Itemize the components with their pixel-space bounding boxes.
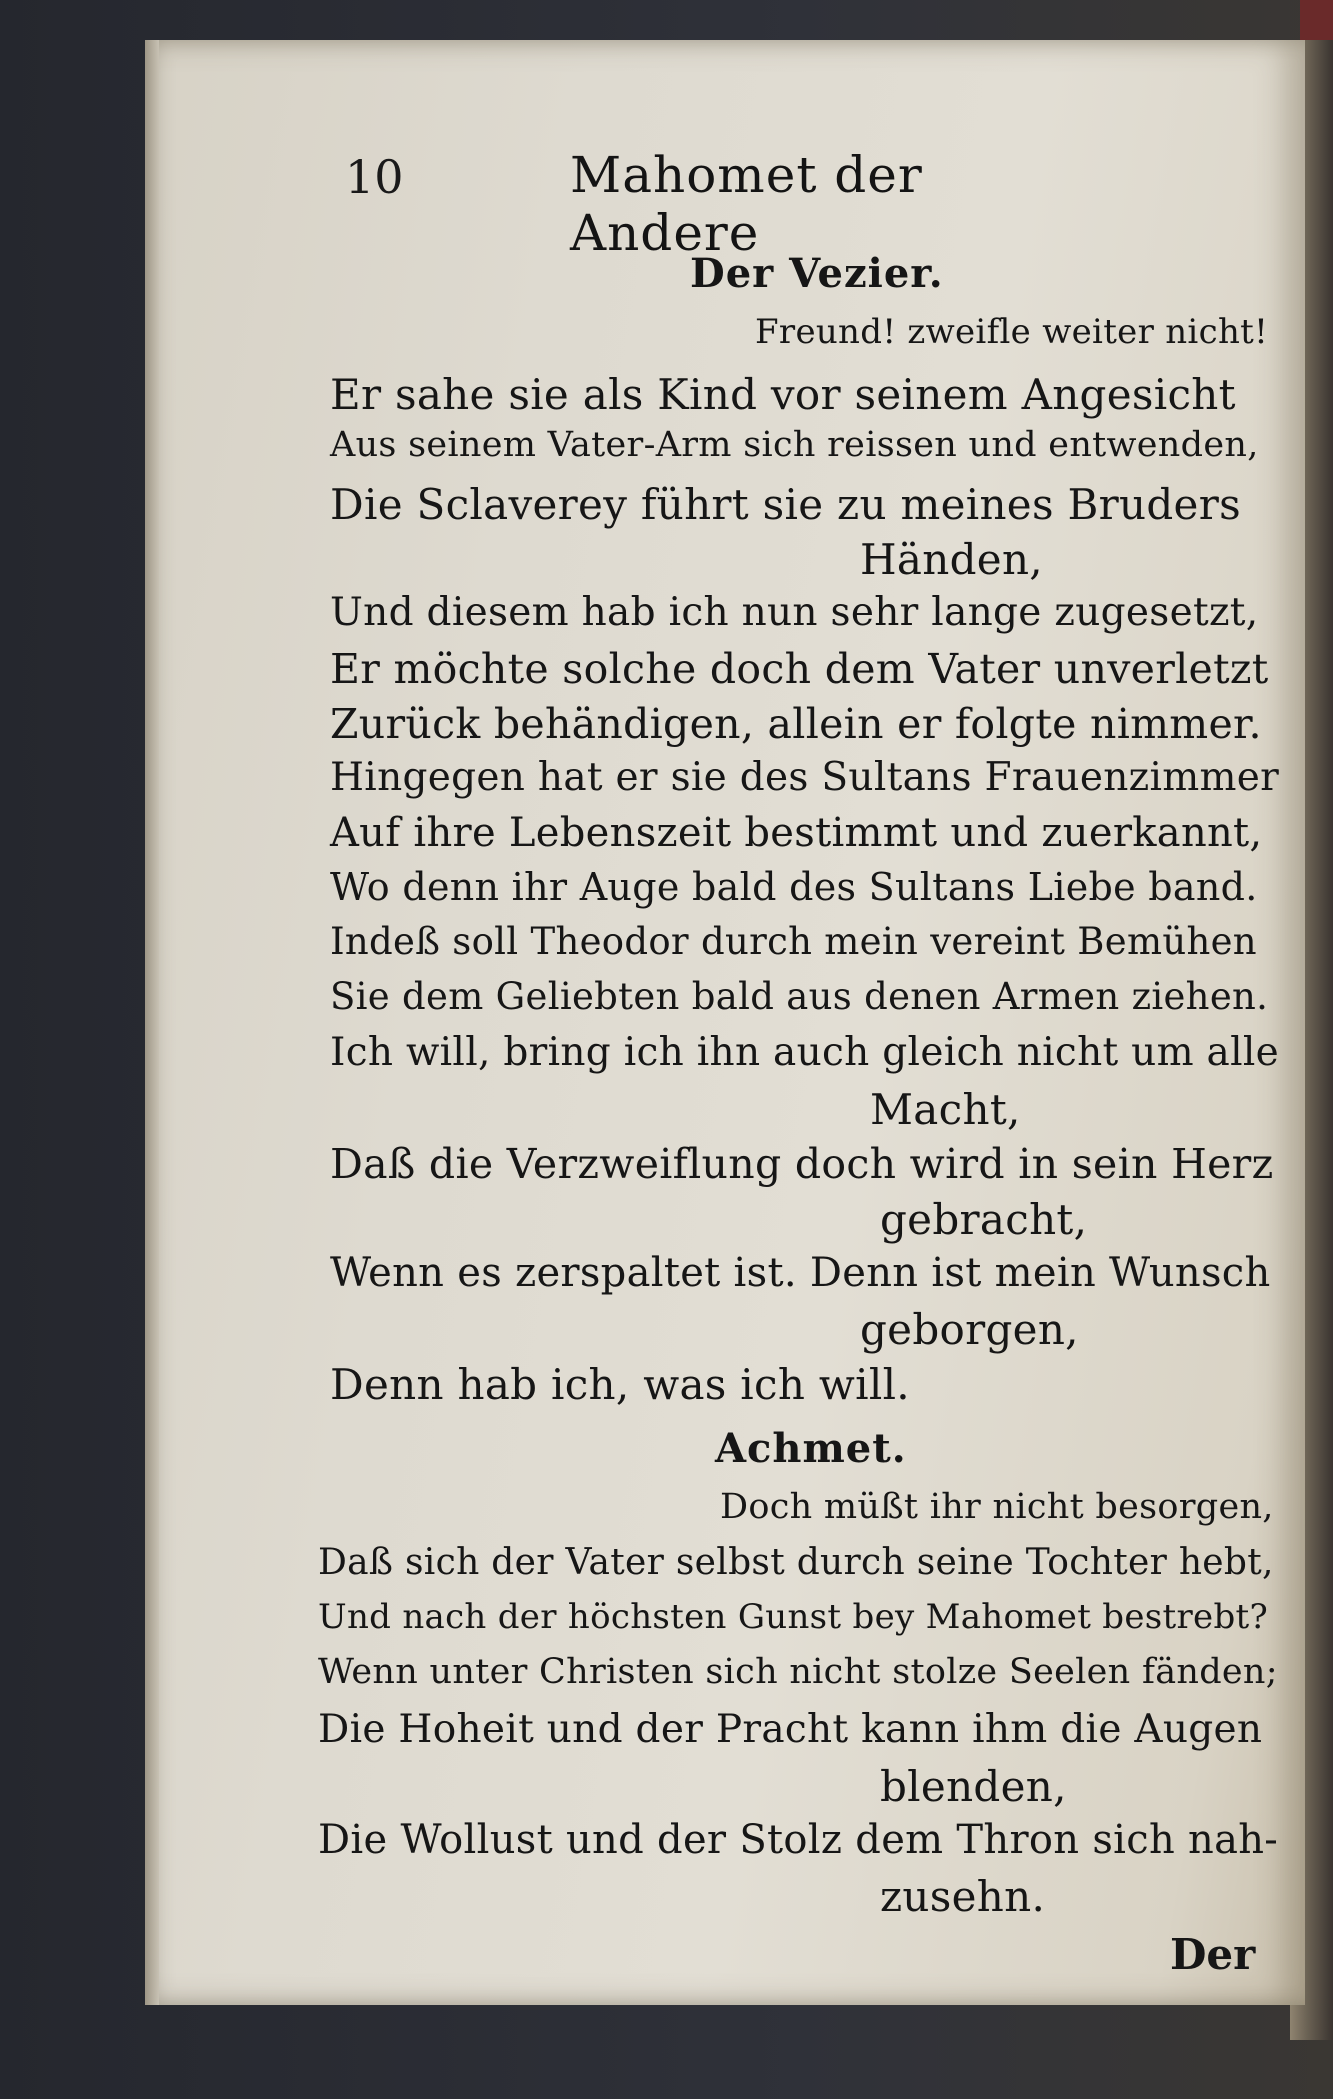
verse-line: Sie dem Geliebten bald aus denen Armen ziehen. (330, 975, 1269, 1018)
catchword: Der (1170, 1930, 1256, 1979)
verse-line: Die Hoheit und der Pracht kann ihm die Augen (318, 1707, 1263, 1752)
page-header (345, 146, 1125, 262)
verse-line: Die Wollust und der Stolz dem Thron sich nah- (318, 1817, 1279, 1863)
verse-line: Wenn unter Christen sich nicht stolze Seelen fänden; (318, 1652, 1278, 1692)
verse-line: Er sahe sie als Kind vor seinem Angesicht (330, 370, 1236, 419)
verse-line: Und diesem hab ich nun sehr lange zugesetzt, (330, 590, 1259, 635)
verse-line: Hingegen hat er sie des Sultans Frauenzimmer (330, 755, 1280, 800)
verse-line: Wenn es zerspaltet ist. Denn ist mein Wunsch (330, 1250, 1271, 1296)
running-title: Mahomet der Andere (570, 146, 923, 262)
verse-line: Er möchte solche doch dem Vater unverletzt (330, 645, 1269, 693)
verse-turnover: zusehn. (880, 1872, 1046, 1921)
verse-turnover: gebracht, (880, 1195, 1088, 1244)
page-gutter (145, 40, 159, 2005)
verse-line: Daß die Verzweiflung doch wird in sein Herz (330, 1140, 1274, 1188)
verse-turnover: Macht, (870, 1085, 1021, 1134)
verse-line: Denn hab ich, was ich will. (330, 1360, 910, 1409)
binding-tab (1300, 0, 1333, 40)
verse-line: Indeß soll Theodor durch mein vereint Bemühen (330, 920, 1257, 963)
verse-turnover: Händen, (860, 535, 1043, 584)
verse-line: Und nach der höchsten Gunst bey Mahomet bestrebt? (318, 1597, 1269, 1637)
verse-line: Aus seinem Vater-Arm sich reissen und entwenden, (330, 425, 1259, 465)
verse-line: Daß sich der Vater selbst durch seine Tochter hebt, (318, 1542, 1274, 1583)
speaker-heading: Der Vezier. (690, 250, 944, 297)
verse-line: Ich will, bring ich ihn auch gleich nicht um alle (330, 1030, 1280, 1075)
verse-line: Freund! zweifle weiter nicht! (755, 312, 1269, 352)
verse-line: Wo denn ihr Auge bald des Sultans Liebe band. (330, 865, 1258, 909)
verse-line: Zurück behändigen, allein er folgte nimmer. (330, 700, 1262, 748)
verse-line: Doch müßt ihr nicht besorgen, (720, 1487, 1274, 1527)
verse-line: Die Sclaverey führt sie zu meines Bruders (330, 480, 1241, 529)
verse-turnover: geborgen, (860, 1305, 1079, 1354)
speaker-heading: Achmet. (715, 1425, 907, 1472)
verse-line: Auf ihre Lebenszeit bestimmt und zuerkannt, (330, 810, 1263, 856)
page-number: 10 (345, 150, 404, 204)
verse-turnover: blenden, (880, 1762, 1067, 1811)
